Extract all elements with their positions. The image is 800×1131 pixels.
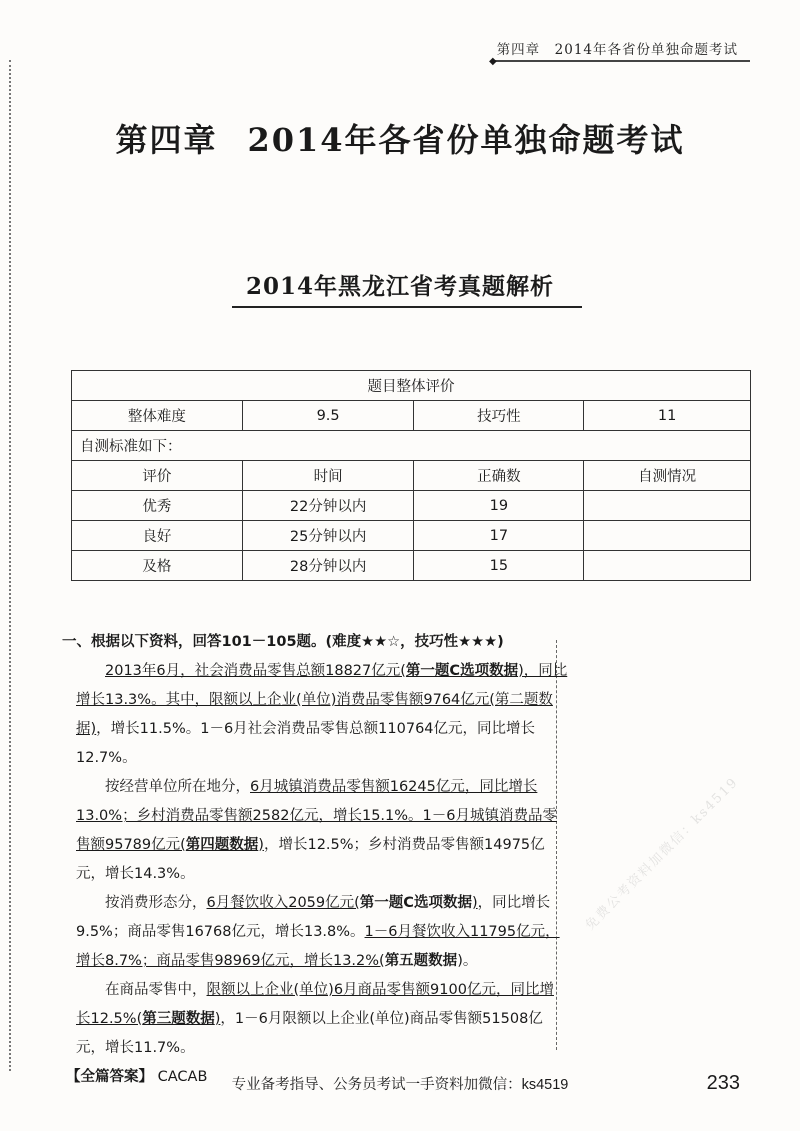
passage-paragraph-1 xyxy=(76,657,568,773)
skill-value: 11 xyxy=(584,401,751,431)
underlined-text: 2013年6月，社会消费品零售总额18827亿元( xyxy=(105,663,406,679)
rating-cell: 优秀 xyxy=(72,491,243,521)
rating-cell: 及格 xyxy=(72,551,243,581)
plain-text: ，增长12.5%；乡村消费品零售额14975亿元，增长14.3%。 xyxy=(76,837,545,882)
underlined-text: )，同比增长13.3%。其中，限额以上企业(单位)消费品零售额9764亿元(第二题数据) xyxy=(76,663,568,737)
evaluation-table xyxy=(71,370,751,581)
plain-text: ，同比增长9.5%；商品零售16768亿元，增长13.8%。 xyxy=(76,895,551,940)
column-header: 正确数 xyxy=(414,461,584,491)
criteria-note: 自测标准如下： xyxy=(72,431,751,461)
time-cell: 22分钟以内 xyxy=(242,491,414,521)
table-row xyxy=(72,521,751,551)
column-header: 时间 xyxy=(242,461,414,491)
question-tag: 第五题数据 xyxy=(384,953,458,969)
page-number: 233 xyxy=(706,1072,740,1094)
underlined-text: ) xyxy=(214,1011,221,1027)
plain-text: 按经营单位所在地分， xyxy=(105,779,250,795)
reading-passage xyxy=(62,628,568,1092)
time-cell: 28分钟以内 xyxy=(242,551,414,581)
chapter-title xyxy=(0,115,800,161)
passage-paragraph-3 xyxy=(76,889,568,976)
header-rule xyxy=(492,60,750,62)
question-tag: 第三题数据 xyxy=(142,1011,215,1027)
self-check-cell xyxy=(584,521,751,551)
time-cell: 25分钟以内 xyxy=(242,521,414,551)
margin-binding-dots xyxy=(9,60,13,1071)
correct-cell: 15 xyxy=(414,551,584,581)
chapter-name: 2014年各省份单独命题考试 xyxy=(247,121,685,159)
watermark: 免费公考资料加微信：ks4519 xyxy=(582,774,742,934)
plain-text: 按消费形态分， xyxy=(105,895,207,911)
table-header-row xyxy=(72,461,751,491)
plain-text: ，1－6月限额以上企业(单位)商品零售额51508亿元，增长11.7%。 xyxy=(76,1011,543,1056)
underlined-text: 1－6月餐饮收入11795亿元，增长8.7%；商品零售98969亿元，增长13.2%( xyxy=(76,924,560,969)
rating-cell: 良好 xyxy=(72,521,243,551)
self-check-cell xyxy=(584,491,751,521)
question-tag: 第一题C选项数据 xyxy=(405,663,519,679)
footer-text: 专业备考指导、公务员考试一手资料加微信：ks4519 xyxy=(231,1077,569,1093)
answer-value: CACAB xyxy=(157,1069,208,1085)
underlined-text: ) xyxy=(258,837,264,853)
running-head: 第四章 2014年各省份单独命题考试 xyxy=(496,42,738,58)
plain-text: 在商品零售中， xyxy=(105,982,207,998)
table-row xyxy=(72,551,751,581)
underlined-text: 6月城镇消费品零售额16245亿元，同比增长13.0%；乡村消费品零售额2582亿元，增长15.1%。1－6月城镇消费品零售额95789亿元( xyxy=(76,779,557,853)
passage-paragraph-2 xyxy=(76,773,568,889)
underlined-text: 限额以上企业(单位)6月商品零售额9100亿元，同比增长12.5%( xyxy=(76,982,554,1027)
table-caption: 题目整体评价 xyxy=(72,371,751,401)
underlined-text: 6月餐饮收入2059亿元( xyxy=(206,895,360,911)
table-row xyxy=(72,431,751,461)
skill-label: 技巧性 xyxy=(414,401,584,431)
question-intro: 一、根据以下资料，回答101－105题。(难度★★☆，技巧性★★★) xyxy=(62,634,504,650)
header-rule-dot: ◆ xyxy=(489,56,497,67)
table-caption-row xyxy=(72,371,751,401)
underlined-text: ) xyxy=(471,895,478,911)
section-title: 2014年黑龙江省考真题解析 xyxy=(245,273,554,300)
question-tag: 第四题数据 xyxy=(185,837,259,853)
self-check-cell xyxy=(584,551,751,581)
plain-text: )。 xyxy=(457,953,478,969)
column-header: 自测情况 xyxy=(584,461,751,491)
plain-text: ，增长11.5%。1－6月社会消费品零售总额110764亿元，同比增长12.7%。 xyxy=(76,721,536,766)
question-tag: 第一题C选项数据 xyxy=(359,895,472,911)
correct-cell: 19 xyxy=(414,491,584,521)
table-row xyxy=(72,401,751,431)
answer-label: 【全篇答案】 xyxy=(66,1069,153,1085)
passage-paragraph-4 xyxy=(76,976,568,1063)
section-rule xyxy=(232,306,582,308)
chapter-number: 第四章 xyxy=(115,121,218,159)
correct-cell: 17 xyxy=(414,521,584,551)
difficulty-value: 9.5 xyxy=(242,401,414,431)
table-row xyxy=(72,491,751,521)
column-header: 评价 xyxy=(72,461,243,491)
difficulty-label: 整体难度 xyxy=(72,401,243,431)
